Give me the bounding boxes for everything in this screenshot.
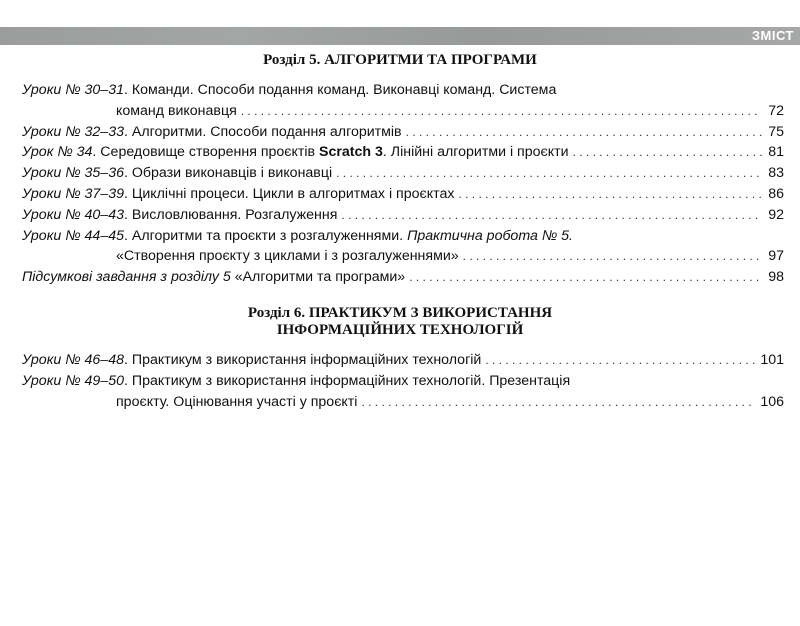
toc-entry[interactable] — [22, 184, 784, 205]
toc-entry[interactable] — [22, 122, 784, 143]
toc-entry[interactable] — [22, 226, 784, 268]
page-number: 101 — [760, 352, 784, 368]
section-title-line: ІНФОРМАЦІЙНИХ ТЕХНОЛОГІЙ — [276, 322, 524, 338]
practical-work-label: Практична робота № 5. — [407, 227, 573, 244]
lesson-label: Уроки № 35–36 — [22, 165, 124, 182]
lesson-label: Уроки № 30–31 — [22, 82, 124, 98]
toc-entry[interactable] — [22, 80, 784, 122]
lesson-label: Уроки № 44–45 — [22, 227, 124, 244]
section-6-toc — [22, 350, 784, 412]
entry-title: . Циклічні процеси. Цикли в алгоритмах і проєктах — [123, 185, 455, 202]
toc-entry[interactable] — [22, 142, 784, 163]
contents-label: ЗМІСТ — [751, 28, 794, 43]
lesson-label: Уроки № 46–48 — [22, 352, 124, 368]
page-number: 81 — [768, 144, 784, 161]
entry-title: . Висловлювання. Розгалуження — [123, 206, 338, 223]
entry-title-rest: . Лінійні алгоритми і проєкти — [382, 144, 569, 161]
section-title-line: Розділ 6. ПРАКТИКУМ З ВИКОРИСТАННЯ — [247, 305, 553, 321]
entry-title: . Середовище створення проєктів — [92, 144, 320, 161]
lesson-label: Уроки № 40–43 — [22, 206, 124, 223]
entry-title-cont: проєкту. Оцінювання участі у проєкті — [116, 393, 358, 410]
entry-title: . Алгоритми та проєкти з розгалуженнями. — [123, 227, 408, 244]
entry-title-cont: команд виконавця — [116, 102, 237, 119]
entry-title: . Команди. Способи подання команд. Виконавці команд. Система — [123, 82, 557, 98]
dot-leader — [241, 101, 762, 122]
toc-entry[interactable] — [22, 205, 784, 226]
dot-leader — [573, 142, 762, 163]
section-5-title — [0, 52, 800, 69]
section-title-line: Розділ 5. АЛГОРИТМИ ТА ПРОГРАМИ — [263, 52, 537, 68]
entry-title: . Образи виконавців і виконавці — [123, 165, 333, 182]
dot-leader — [463, 246, 762, 267]
header-bar — [0, 27, 800, 45]
lesson-label: Уроки № 32–33 — [22, 123, 124, 140]
dot-leader — [406, 122, 762, 143]
dot-leader — [341, 205, 762, 226]
page-number: 83 — [768, 165, 784, 182]
page-number: 97 — [768, 248, 784, 265]
summary-label: Підсумкові завдання з розділу 5 — [22, 269, 231, 286]
dot-leader — [458, 184, 762, 205]
entry-title: «Алгоритми та програми» — [230, 269, 406, 286]
toc-entry[interactable] — [22, 267, 784, 288]
entry-title: . Практикум з використання інформаційних технологій. Презентація — [123, 372, 571, 389]
dot-leader — [361, 392, 756, 413]
entry-title-cont: «Створення проєкту з циклами і з розгалуженнями» — [116, 248, 459, 265]
page-number: 106 — [760, 393, 784, 410]
dot-leader — [485, 350, 756, 371]
lesson-label: Урок № 34 — [22, 144, 93, 161]
page-number: 86 — [768, 185, 784, 202]
page-number: 75 — [768, 123, 784, 140]
lesson-label: Уроки № 49–50 — [22, 372, 124, 389]
dot-leader — [409, 267, 762, 288]
lesson-label: Уроки № 37–39 — [22, 185, 124, 202]
page-number: 98 — [768, 269, 784, 286]
scratch-label: Scratch 3 — [319, 144, 383, 161]
dot-leader — [336, 163, 762, 184]
section-5-toc — [22, 80, 784, 288]
entry-title: . Практикум з використання інформаційних технологій — [123, 352, 482, 368]
toc-entry[interactable] — [22, 350, 784, 371]
toc-entry[interactable] — [22, 371, 784, 413]
entry-title: . Алгоритми. Способи подання алгоритмів — [123, 123, 402, 140]
page-number: 92 — [768, 206, 784, 223]
toc-entry[interactable] — [22, 163, 784, 184]
section-6-title — [0, 305, 800, 339]
page-number: 72 — [768, 102, 784, 119]
